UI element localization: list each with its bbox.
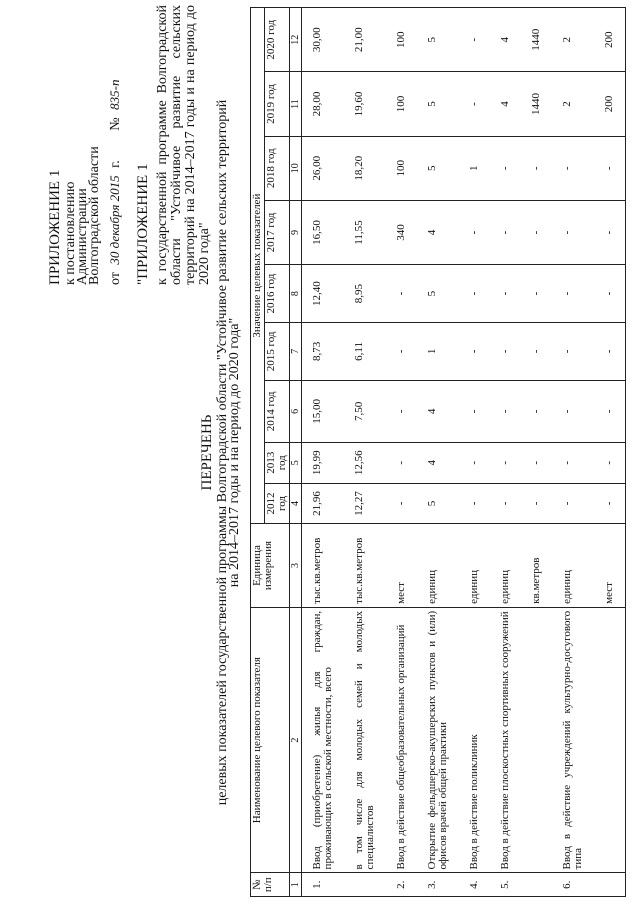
indicator-value: - xyxy=(552,265,594,323)
indicator-value: 4 xyxy=(417,200,459,264)
indicator-value: 1440 xyxy=(521,8,552,72)
indicator-value: - xyxy=(521,380,552,442)
decree-date: 30 декабря 2015 xyxy=(107,175,122,265)
indicator-value: - xyxy=(490,442,521,483)
indicator-value: 2 xyxy=(552,8,594,72)
indicators-body xyxy=(302,8,626,897)
indicator-unit: мест xyxy=(386,524,417,608)
year-header: 2017 год xyxy=(265,200,290,264)
indicator-value: - xyxy=(490,380,521,442)
year-header: 2012 год xyxy=(265,483,290,524)
indicator-value: - xyxy=(594,265,626,323)
indicator-value: - xyxy=(490,136,521,200)
indicator-value: 21,96 xyxy=(302,483,345,524)
indicator-value: - xyxy=(386,380,417,442)
indicator-value: - xyxy=(552,200,594,264)
indicator-value: - xyxy=(552,442,594,483)
year-header: 2018 год xyxy=(265,136,290,200)
indicator-value: 5 xyxy=(417,136,459,200)
indicator-unit: единиц xyxy=(552,524,594,608)
indicator-value: 4 xyxy=(490,8,521,72)
col-num-header: № п/п xyxy=(251,873,290,897)
indicator-value: 100 xyxy=(386,72,417,136)
table-row xyxy=(594,8,626,897)
indicator-value: - xyxy=(490,200,521,264)
indicator-value: 15,00 xyxy=(302,380,345,442)
indicator-value: - xyxy=(521,265,552,323)
indicator-unit: тыс.кв.метров xyxy=(302,524,345,608)
indicator-name: в том числе для молодых семей и молодых специалистов xyxy=(344,607,386,873)
column-index: 8 xyxy=(290,265,302,323)
indicator-value: 8,95 xyxy=(344,265,386,323)
indicator-value: 5 xyxy=(417,8,459,72)
values-group-header: Значение целевых показателей xyxy=(251,8,265,524)
indicator-value: 6,11 xyxy=(344,322,386,380)
indicator-unit: единиц xyxy=(459,524,490,608)
col-name-header: Наименование целевого показателя xyxy=(251,607,290,873)
indicator-value: - xyxy=(490,322,521,380)
column-index: 11 xyxy=(290,72,302,136)
indicator-value: - xyxy=(459,322,490,380)
row-number xyxy=(521,873,552,897)
indicator-value: 4 xyxy=(490,72,521,136)
indicator-name: Ввод в действие учреждений культурно-досугового типа xyxy=(552,607,594,873)
indicators-table xyxy=(250,7,626,897)
row-number: 1. xyxy=(302,873,345,897)
indicator-value: - xyxy=(459,442,490,483)
row-number: 3. xyxy=(417,873,459,897)
program-appendix-label: "ПРИЛОЖЕНИЕ 1 xyxy=(135,163,151,285)
decree-line: к постановлению xyxy=(63,181,78,285)
indicator-value: 30,00 xyxy=(302,8,345,72)
column-index: 10 xyxy=(290,136,302,200)
indicator-value: - xyxy=(594,483,626,524)
column-index: 9 xyxy=(290,200,302,264)
table-row xyxy=(490,8,521,897)
indicator-value: - xyxy=(594,380,626,442)
indicator-value: 28,00 xyxy=(302,72,345,136)
indicator-unit: кв.метров xyxy=(521,524,552,608)
indicator-value: 21,00 xyxy=(344,8,386,72)
indicator-value: 5 xyxy=(417,265,459,323)
column-index: 12 xyxy=(290,8,302,72)
indicator-value: - xyxy=(459,483,490,524)
indicator-value: 18,20 xyxy=(344,136,386,200)
indicator-name xyxy=(594,607,626,873)
table-row xyxy=(302,8,345,897)
col-unit-header: Единица измерения xyxy=(251,524,290,608)
indicator-value: - xyxy=(552,380,594,442)
indicator-value: - xyxy=(459,200,490,264)
indicator-value: - xyxy=(459,380,490,442)
indicator-value: - xyxy=(490,483,521,524)
column-index: 4 xyxy=(290,483,302,524)
indicator-name: Открытие фельдшерско-акушерских пунктов и (или) офисов врачей общей практики xyxy=(417,607,459,873)
program-reference: к государственной программе Волгоградской области "Устойчивое развитие сельских территорий на 2014–2017 годы и на период до 2020 года" xyxy=(155,5,212,285)
indicator-value: - xyxy=(521,442,552,483)
column-index: 1 xyxy=(290,873,302,897)
indicator-value: - xyxy=(521,483,552,524)
indicator-value: - xyxy=(459,8,490,72)
indicator-value: 11,55 xyxy=(344,200,386,264)
indicator-value: 8,73 xyxy=(302,322,345,380)
indicator-value: - xyxy=(521,200,552,264)
document-title-line1: целевых показателей государственной программы Волгоградской области "Устойчивое развитие сельских территорий xyxy=(215,99,230,806)
number-sign: № xyxy=(108,117,123,131)
indicator-value: 1440 xyxy=(521,72,552,136)
row-number xyxy=(594,873,626,897)
indicator-value: - xyxy=(386,442,417,483)
indicator-unit: тыс.кв.метров xyxy=(344,524,386,608)
document-heading: ПЕРЕЧЕНЬ xyxy=(199,414,215,491)
indicator-value: - xyxy=(552,136,594,200)
indicator-value: - xyxy=(521,322,552,380)
indicator-value: 5 xyxy=(417,483,459,524)
indicator-value: 26,00 xyxy=(302,136,345,200)
row-number: 5. xyxy=(490,873,521,897)
indicator-value: 340 xyxy=(386,200,417,264)
row-number xyxy=(344,873,386,897)
indicator-value: 12,27 xyxy=(344,483,386,524)
indicator-value: - xyxy=(594,322,626,380)
indicator-value: 1 xyxy=(417,322,459,380)
year-header: 2020 год xyxy=(265,8,290,72)
indicator-name: Ввод (приобретение) жилья для граждан, проживающих в сельской местности, всего xyxy=(302,607,345,873)
indicator-value: 200 xyxy=(594,8,626,72)
table-row xyxy=(521,8,552,897)
indicator-value: 4 xyxy=(417,380,459,442)
column-index: 5 xyxy=(290,442,302,483)
decree-date-line xyxy=(108,76,123,285)
column-index: 6 xyxy=(290,380,302,442)
indicator-value: 100 xyxy=(386,8,417,72)
indicator-unit: единиц xyxy=(417,524,459,608)
row-number: 6. xyxy=(552,873,594,897)
year-header: 2016 год xyxy=(265,265,290,323)
indicator-name: Ввод в действие общеобразовательных организаций xyxy=(386,607,417,873)
row-number: 4. xyxy=(459,873,490,897)
indicator-value: 12,40 xyxy=(302,265,345,323)
column-index: 7 xyxy=(290,322,302,380)
year-header: 2015 год xyxy=(265,322,290,380)
indicator-value: - xyxy=(552,322,594,380)
year-header: 2019 год xyxy=(265,72,290,136)
administration-line: Администрации xyxy=(75,188,90,285)
indicator-value: 5 xyxy=(417,72,459,136)
document-title-line2: на 2014–2017 годы и на период до 2020 года" xyxy=(227,317,242,588)
date-suffix: г. xyxy=(108,160,123,168)
indicator-value: - xyxy=(459,72,490,136)
indicator-value: 16,50 xyxy=(302,200,345,264)
indicator-value: - xyxy=(459,265,490,323)
indicator-value: - xyxy=(521,136,552,200)
year-header: 2013 год xyxy=(265,442,290,483)
indicator-value: 1 xyxy=(459,136,490,200)
year-header: 2014 год xyxy=(265,380,290,442)
indicator-value: 100 xyxy=(386,136,417,200)
indicator-value: 200 xyxy=(594,72,626,136)
table-row xyxy=(386,8,417,897)
indicator-value: 7,50 xyxy=(344,380,386,442)
date-prefix: от xyxy=(108,272,123,285)
indicator-value: 4 xyxy=(417,442,459,483)
decree-number: 835-п xyxy=(107,79,122,110)
indicator-name: Ввод в действие плоскостных спортивных сооружений xyxy=(490,607,521,873)
indicator-value: - xyxy=(386,322,417,380)
indicator-value: - xyxy=(594,442,626,483)
table-row xyxy=(459,8,490,897)
row-number: 2. xyxy=(386,873,417,897)
indicator-value: - xyxy=(386,265,417,323)
indicator-name xyxy=(521,607,552,873)
indicator-value: - xyxy=(594,200,626,264)
table-row xyxy=(417,8,459,897)
indicator-value: - xyxy=(594,136,626,200)
indicator-value: 19,99 xyxy=(302,442,345,483)
indicator-value: - xyxy=(552,483,594,524)
indicator-value: - xyxy=(490,265,521,323)
indicator-value: - xyxy=(386,483,417,524)
appendix-label: ПРИЛОЖЕНИЕ 1 xyxy=(47,169,63,285)
column-index: 2 xyxy=(290,607,302,873)
column-index: 3 xyxy=(290,524,302,608)
column-index-row xyxy=(290,8,302,897)
indicator-name: Ввод в действие поликлиник xyxy=(459,607,490,873)
indicator-value: 19,60 xyxy=(344,72,386,136)
region-line: Волгоградской области xyxy=(87,146,102,285)
table-row xyxy=(344,8,386,897)
table-row xyxy=(552,8,594,897)
indicator-unit: мест xyxy=(594,524,626,608)
indicator-unit: единиц xyxy=(490,524,521,608)
indicator-value: 2 xyxy=(552,72,594,136)
indicator-value: 12,56 xyxy=(344,442,386,483)
